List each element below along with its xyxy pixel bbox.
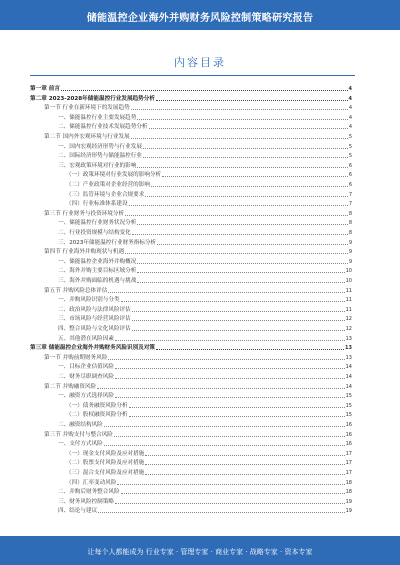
toc-page-number: 14 [345, 364, 352, 371]
toc-page-number: 6 [348, 172, 352, 179]
toc-entry[interactable] [58, 316, 352, 323]
toc-entry[interactable] [58, 336, 352, 343]
toc-leader-dots [145, 474, 344, 475]
toc-leader-dots [129, 205, 348, 206]
toc-entry[interactable] [58, 489, 352, 496]
toc-leader-dots [115, 397, 345, 398]
toc-entry-title: 一、目标企业估值风险 [58, 364, 114, 371]
toc-leader-dots [98, 512, 344, 513]
toc-page-number: 5 [348, 153, 352, 160]
toc-page-number: 11 [345, 287, 352, 294]
toc-leader-dots [137, 272, 344, 273]
toc-entry[interactable] [44, 432, 352, 439]
toc-page-number: 15 [345, 402, 352, 409]
toc-page-number: 17 [345, 470, 352, 476]
toc-leader-dots [117, 484, 344, 485]
toc-page-number: 11 [345, 297, 352, 304]
toc-entry[interactable] [58, 364, 352, 371]
toc-entry-title: 第一章 前言 [30, 86, 60, 92]
toc-leader-dots [137, 167, 347, 168]
toc-entry-title: 一、储能温控行业财务状况分析 [58, 220, 137, 227]
toc-entry-title: 二、海外并购主要目标区域分析 [58, 268, 137, 275]
toc-leader-dots [156, 100, 348, 101]
toc-page-number: 10 [345, 278, 352, 284]
toc-entry-title: 三、海外并购面临的机遇与挑战 [58, 278, 137, 284]
toc-entry-title: 三、财务风险控制策略 [58, 498, 114, 505]
toc-entry-title: 第三节 并购支付与整合风险 [44, 431, 113, 438]
toc-page-number: 10 [345, 268, 352, 275]
toc-entry[interactable] [66, 470, 352, 477]
toc-entry-title: 第三节 行业财务与投资环境分析 [44, 210, 125, 217]
toc-entry[interactable] [58, 124, 352, 131]
toc-page-number: 17 [345, 460, 352, 467]
toc-leader-dots [121, 301, 345, 302]
toc-leader-dots [132, 320, 345, 321]
toc-entry-title: 二、并购后财务整合风险 [58, 489, 120, 496]
toc-page-number: 8 [348, 210, 352, 217]
toc-leader-dots [132, 311, 345, 312]
toc-leader-dots [125, 215, 348, 216]
toc-page-number: 12 [345, 316, 352, 323]
toc-entry[interactable] [58, 268, 352, 275]
toc-entry[interactable] [58, 326, 352, 333]
toc-entry-title: （三）监管环境与企业合规要求 [66, 191, 145, 198]
toc-entry-title: 二、财务尽职调查风险 [58, 374, 114, 380]
toc-entry[interactable] [58, 230, 352, 237]
toc-entry[interactable] [58, 240, 352, 247]
toc-entry-title: 第二节 国内外宏观环境与行业发展 [44, 134, 130, 140]
footer-bar [0, 536, 400, 565]
toc-leader-dots [108, 292, 344, 293]
toc-page-number: 15 [345, 393, 352, 400]
toc-leader-dots [61, 90, 348, 91]
toc-page-number: 17 [345, 450, 352, 457]
toc-entry-title: （三）混合支付风险及应对措施 [66, 470, 145, 476]
toc-entry[interactable] [44, 211, 352, 218]
toc-entry-title: 四、结论与建议 [58, 508, 98, 515]
footer-slogan: 让每个人都能成为 行业专家 · 管理专家 · 商业专家 · 战略专家 · 资本专家 [87, 548, 313, 556]
toc-page-number: 6 [348, 162, 352, 169]
toc-leader-dots [145, 464, 344, 465]
toc-page-number: 19 [345, 498, 352, 505]
toc-entry-title: 一、支付方式风险 [58, 441, 103, 448]
toc-page-number: 8 [348, 230, 352, 236]
toc-entry-title: 五、其他潜在风险因素 [58, 335, 114, 342]
toc-page-number: 5 [348, 134, 352, 140]
toc-entry[interactable] [44, 105, 352, 112]
toc-entry-title: （一）现金支付风险及应对措施 [66, 450, 145, 457]
toc-entry-title: （二）股权融资风险分析 [66, 412, 128, 419]
toc-entry-title: 三、宏观政策环境对行业的影响 [58, 162, 137, 169]
toc-entry[interactable] [58, 144, 352, 151]
toc-page-number: 9 [348, 258, 352, 265]
toc-entry-title: （四）汇率变动风险 [66, 479, 117, 486]
toc-entry[interactable] [44, 288, 352, 295]
toc-entry-title: （四）行业标准体系建设 [66, 201, 128, 208]
toc-leader-dots [151, 186, 348, 187]
toc-leader-dots [131, 138, 348, 139]
toc-page-number: 18 [345, 479, 352, 486]
toc-page-number: 9 [348, 249, 352, 256]
toc-page-number: 4 [348, 86, 352, 92]
toc-leader-dots [131, 109, 348, 110]
toc-entry[interactable] [58, 153, 352, 160]
toc-entry[interactable] [58, 422, 352, 429]
toc-page-number: 16 [345, 431, 352, 438]
toc-divider [30, 75, 355, 76]
toc-page-number: 9 [348, 239, 352, 246]
toc-page-number: 18 [345, 489, 352, 496]
toc-page-number: 13 [345, 335, 352, 342]
toc-entry[interactable] [66, 172, 352, 179]
toc-entry-title: 第二章 2023-2028年储能温控行业发展趋势分析 [30, 95, 155, 102]
toc-leader-dots [129, 407, 345, 408]
toc-entry[interactable] [58, 374, 352, 381]
toc-page-number: 4 [348, 114, 352, 121]
toc-entry-title: 第一节 行业在新环境下的发展趋势 [44, 105, 130, 112]
toc-entry-title: 三、市场风险与经营风险评估 [58, 316, 131, 323]
toc-leader-dots [125, 253, 348, 254]
toc-leader-dots [132, 330, 345, 331]
toc-entry[interactable] [58, 259, 352, 266]
toc-entry-title: 第二节 并购融资风险 [44, 383, 97, 390]
toc-leader-dots [115, 340, 345, 341]
toc-page-number: 19 [345, 508, 352, 515]
toc-leader-dots [145, 196, 347, 197]
toc-leader-dots [132, 234, 348, 235]
toc-entry[interactable] [30, 86, 352, 93]
toc-entry[interactable] [66, 460, 352, 467]
toc-entry[interactable] [30, 96, 352, 103]
toc-entry[interactable] [44, 134, 352, 141]
toc-entry[interactable] [44, 384, 352, 391]
toc-entry[interactable] [66, 480, 352, 487]
toc-entry[interactable] [66, 403, 352, 410]
toc-leader-dots [97, 388, 345, 389]
toc-entry[interactable] [58, 297, 352, 304]
toc-leader-dots [114, 436, 345, 437]
toc-page-number: 12 [345, 326, 352, 332]
toc-entry[interactable] [66, 412, 352, 419]
toc-leader-dots [104, 445, 345, 446]
toc-entry[interactable] [58, 499, 352, 506]
toc-page-number: 4 [348, 124, 352, 131]
toc-page-number: 4 [348, 95, 352, 102]
toc-entry-title: 第五节 并购风险总体评估 [44, 287, 108, 294]
toc-page-number: 16 [345, 422, 352, 428]
toc-entry[interactable] [58, 393, 352, 400]
toc-entry-title: 一、并购风险识别与分类 [58, 297, 120, 304]
toc-entry-title: （二）产业政策对企业经营的影响 [66, 182, 150, 188]
toc-entry-title: 一、融资方式选择风险 [58, 393, 114, 400]
toc-entry[interactable] [30, 345, 352, 352]
toc-leader-dots [143, 148, 348, 149]
toc-leader-dots [162, 176, 348, 177]
toc-entry[interactable] [44, 355, 352, 362]
toc-entry[interactable] [66, 192, 352, 199]
toc-entry-title: 二、行业投资规模与结构变化 [58, 230, 131, 236]
toc-leader-dots [137, 282, 344, 283]
toc-page-number: 13 [345, 345, 352, 352]
toc-entry-title: 二、融资结构风险 [58, 422, 103, 428]
toc-leader-dots [157, 244, 348, 245]
toc-page-number: 14 [345, 383, 352, 390]
toc-leader-dots [129, 416, 345, 417]
toc-entry-title: 第一节 并购前期财务风险 [44, 354, 108, 361]
toc-leader-dots [145, 455, 344, 456]
toc-entry[interactable] [58, 115, 352, 122]
toc-entry[interactable] [58, 508, 352, 515]
toc-entry-title: （一）债务融资风险分析 [66, 402, 128, 409]
toc-leader-dots [108, 359, 344, 360]
toc-heading: 内容目录 [174, 56, 226, 69]
toc-entry-title: 三、2023年储能温控行业财务指标分析 [58, 239, 157, 246]
toc-entry-title: （二）股票支付风险及应对措施 [66, 460, 145, 467]
toc-entry[interactable] [58, 278, 352, 285]
toc-page-number: 5 [348, 143, 352, 150]
toc-entry-title: 一、国内宏观经济形势与行业发展 [58, 143, 142, 150]
toc-entry-title: 四、整合风险与文化风险评估 [58, 326, 131, 332]
toc-entry-title: 一、储能温控企业海外并购概况 [58, 258, 137, 265]
toc-entry[interactable] [58, 307, 352, 314]
toc-page-number: 15 [345, 412, 352, 419]
toc-entry[interactable] [58, 163, 352, 170]
toc-leader-dots [137, 224, 347, 225]
toc-leader-dots [121, 493, 345, 494]
header-bar [0, 0, 400, 30]
toc-leader-dots [143, 157, 348, 158]
toc-page-number: 8 [348, 220, 352, 227]
toc-entry-title: 二、储能温控行业技术发展趋势分析 [58, 124, 148, 131]
toc-entry[interactable] [58, 441, 352, 448]
toc-leader-dots [137, 263, 347, 264]
toc-page-number: 4 [348, 105, 352, 112]
toc-page-number: 7 [348, 191, 352, 198]
toc-leader-dots [104, 426, 345, 427]
toc-entry-title: （一）政策环境对行业发展的影响分析 [66, 172, 162, 179]
toc-leader-dots [137, 119, 347, 120]
toc-entry-title: 一、储能温控行业主要发展趋势 [58, 114, 137, 121]
toc-entry-title: 二、政治风险与法律风险评估 [58, 306, 131, 313]
toc-leader-dots [156, 349, 344, 350]
toc-leader-dots [115, 368, 345, 369]
toc-leader-dots [115, 378, 345, 379]
toc-entry[interactable] [44, 249, 352, 256]
toc-entry-title: 第四节 行业海外并购现状与机遇 [44, 249, 125, 256]
toc-leader-dots [149, 128, 348, 129]
toc-entry-title: 二、国际经济形势与储能温控行业 [58, 153, 142, 160]
document-title: 储能温控企业海外并购财务风险控制策略研究报告 [86, 13, 314, 24]
toc-page-number: 6 [348, 182, 352, 188]
toc-page-number: 7 [348, 201, 352, 208]
toc-leader-dots [115, 503, 345, 504]
toc-page-number: 13 [345, 354, 352, 361]
toc-entry[interactable] [66, 451, 352, 458]
toc-entry[interactable] [58, 220, 352, 227]
toc-page-number: 16 [345, 441, 352, 448]
toc-page-number: 11 [345, 306, 352, 313]
toc-entry-title: 第三章 储能温控企业海外并购财务风险识别及对策 [30, 345, 156, 352]
toc-entry[interactable] [66, 201, 352, 208]
toc-entry[interactable] [66, 182, 352, 189]
toc-page-number: 14 [345, 374, 352, 380]
